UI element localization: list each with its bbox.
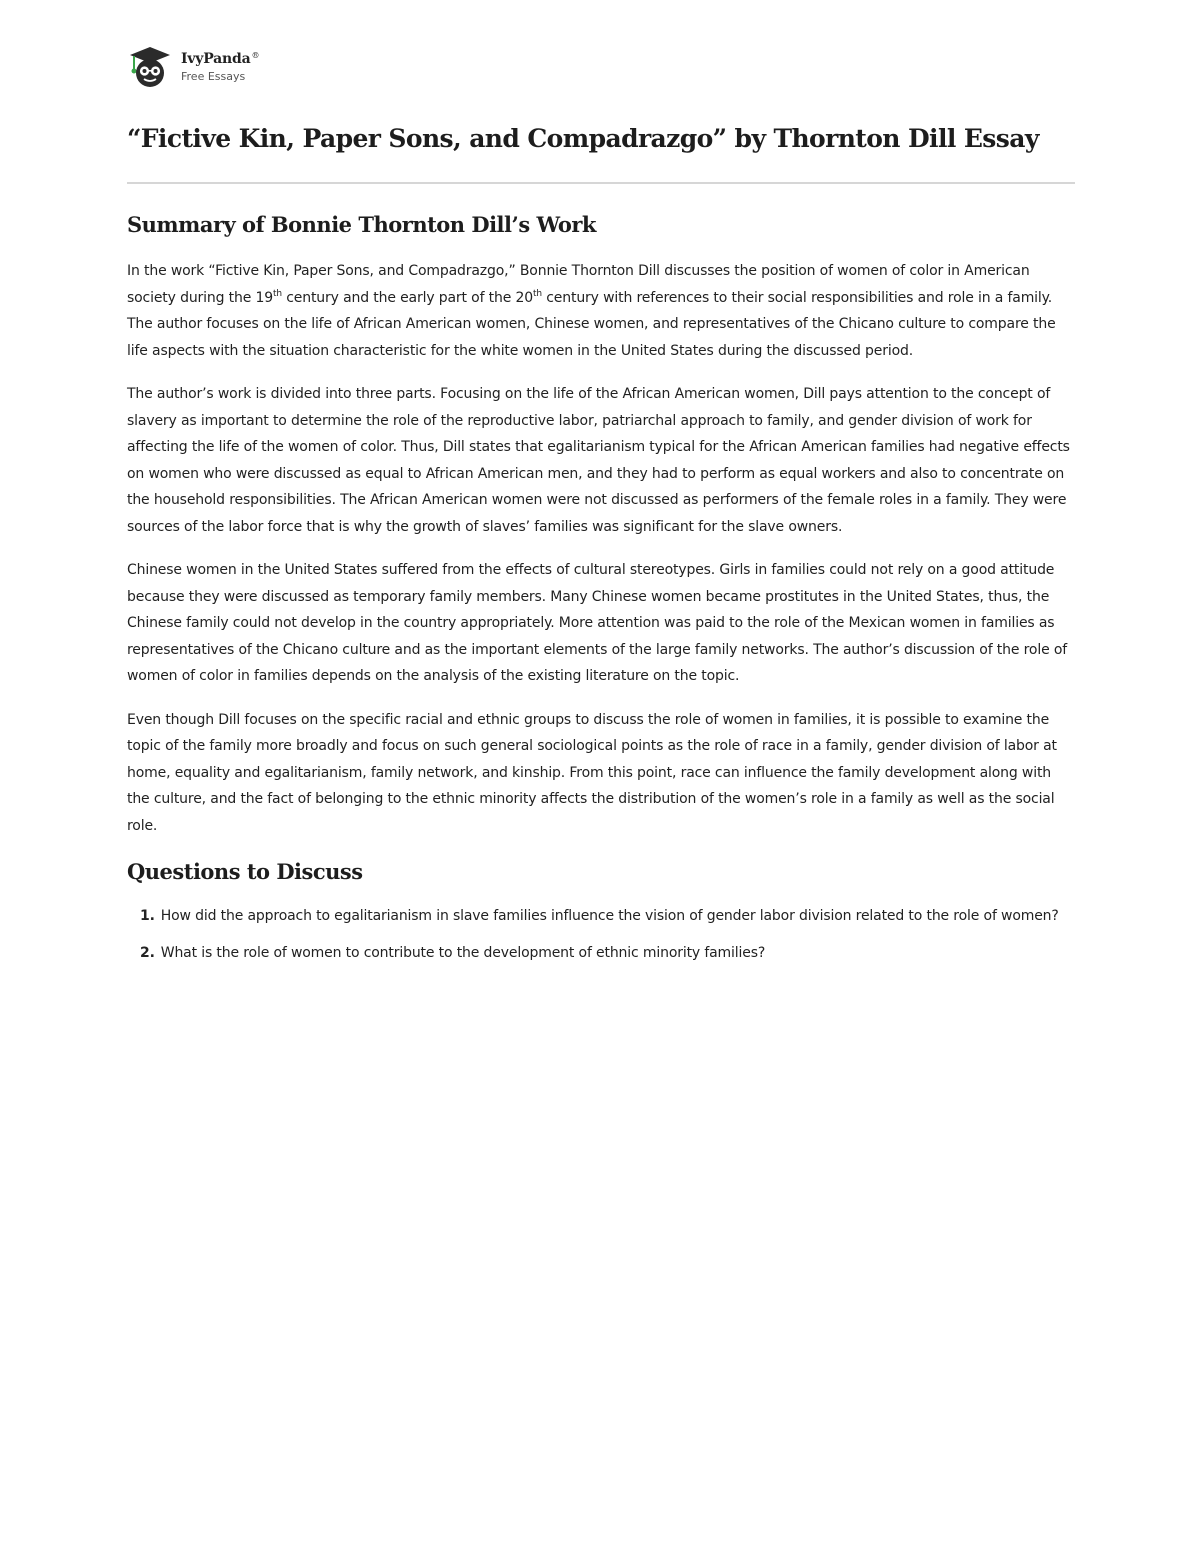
paragraph-2: The author’s work is divided into three parts. Focusing on the life of the African American women, Dill pays attention to the concept of slavery as important to determine the role of the reproductive labor, patriarchal approach to family, and gender division of work for affecting the life of the women of color. Thus, Dill states that egalitarianism typical for the African American families had negative effects on women who were discussed as equal to African American men, and they had to perform as equal workers and also to concentrate on the household responsibilities. The African American women were not discussed as performers of the female roles in a family. They were sources of the labor force that is why the growth of slaves’ families was significant for the slave owners. — [127, 386, 1070, 535]
brand-subtitle: Free Essays — [181, 70, 246, 83]
summary-heading: Summary of Bonnie Thornton Dill’s Work — [127, 212, 596, 237]
essay-body — [127, 210, 1075, 976]
question-number: 2. — [140, 944, 155, 961]
paragraph-1: In the work “Fictive Kin, Paper Sons, and Compadrazgo,” Bonnie Thornton Dill discusses the position of women of color in American society during the 19th century and the early part of the 20th century with references to their social responsibilities and role in a family. The author focuses on the life of African American women, Chinese women, and representatives of the Chicano culture to compare the life aspects with the situation characteristic for the white women in the United States during the discussed period. — [127, 263, 1056, 359]
registered-mark: ® — [251, 51, 260, 60]
question-item — [127, 940, 1075, 967]
graduation-cap-owl-icon — [127, 44, 173, 90]
brand-header[interactable] — [127, 44, 259, 90]
question-text: What is the role of women to contribute to the development of ethnic minority families? — [160, 944, 766, 961]
paragraph-3: Chinese women in the United States suffered from the effects of cultural stereotypes. Girls in families could not rely on a good attitude because they were discussed as temporary family members. Many Chinese women became prostitutes in the United States, thus, the Chinese family could not develop in the country appropriately. More attention was paid to the role of the Mexican women in families as representatives of the Chicano culture and as the important elements of the large family networks. The author’s discussion of the role of women of color in families depends on the analysis of the existing literature on the topic. — [127, 562, 1068, 684]
page-title: “Fictive Kin, Paper Sons, and Compadrazgo” by Thornton Dill Essay — [127, 124, 1039, 153]
paragraph-4: Even though Dill focuses on the specific racial and ethnic groups to discuss the role of women in families, it is possible to examine the topic of the family more broadly and focus on such general sociological points as the role of race in a family, gender division of labor at home, equality and egalitarianism, family network, and kinship. From this point, race can influence the family development along with the culture, and the fact of belonging to the ethnic minority affects the distribution of the women’s role in a family as well as the social role. — [127, 711, 1057, 834]
question-text: How did the approach to egalitarianism in slave families influence the vision of gender labor division related to the role of women? — [160, 908, 1059, 924]
brand-name: IvyPanda® — [181, 51, 260, 67]
question-item — [127, 903, 1075, 930]
question-number: 1. — [140, 908, 155, 924]
questions-heading: Questions to Discuss — [127, 859, 363, 884]
title-divider — [127, 182, 1075, 184]
